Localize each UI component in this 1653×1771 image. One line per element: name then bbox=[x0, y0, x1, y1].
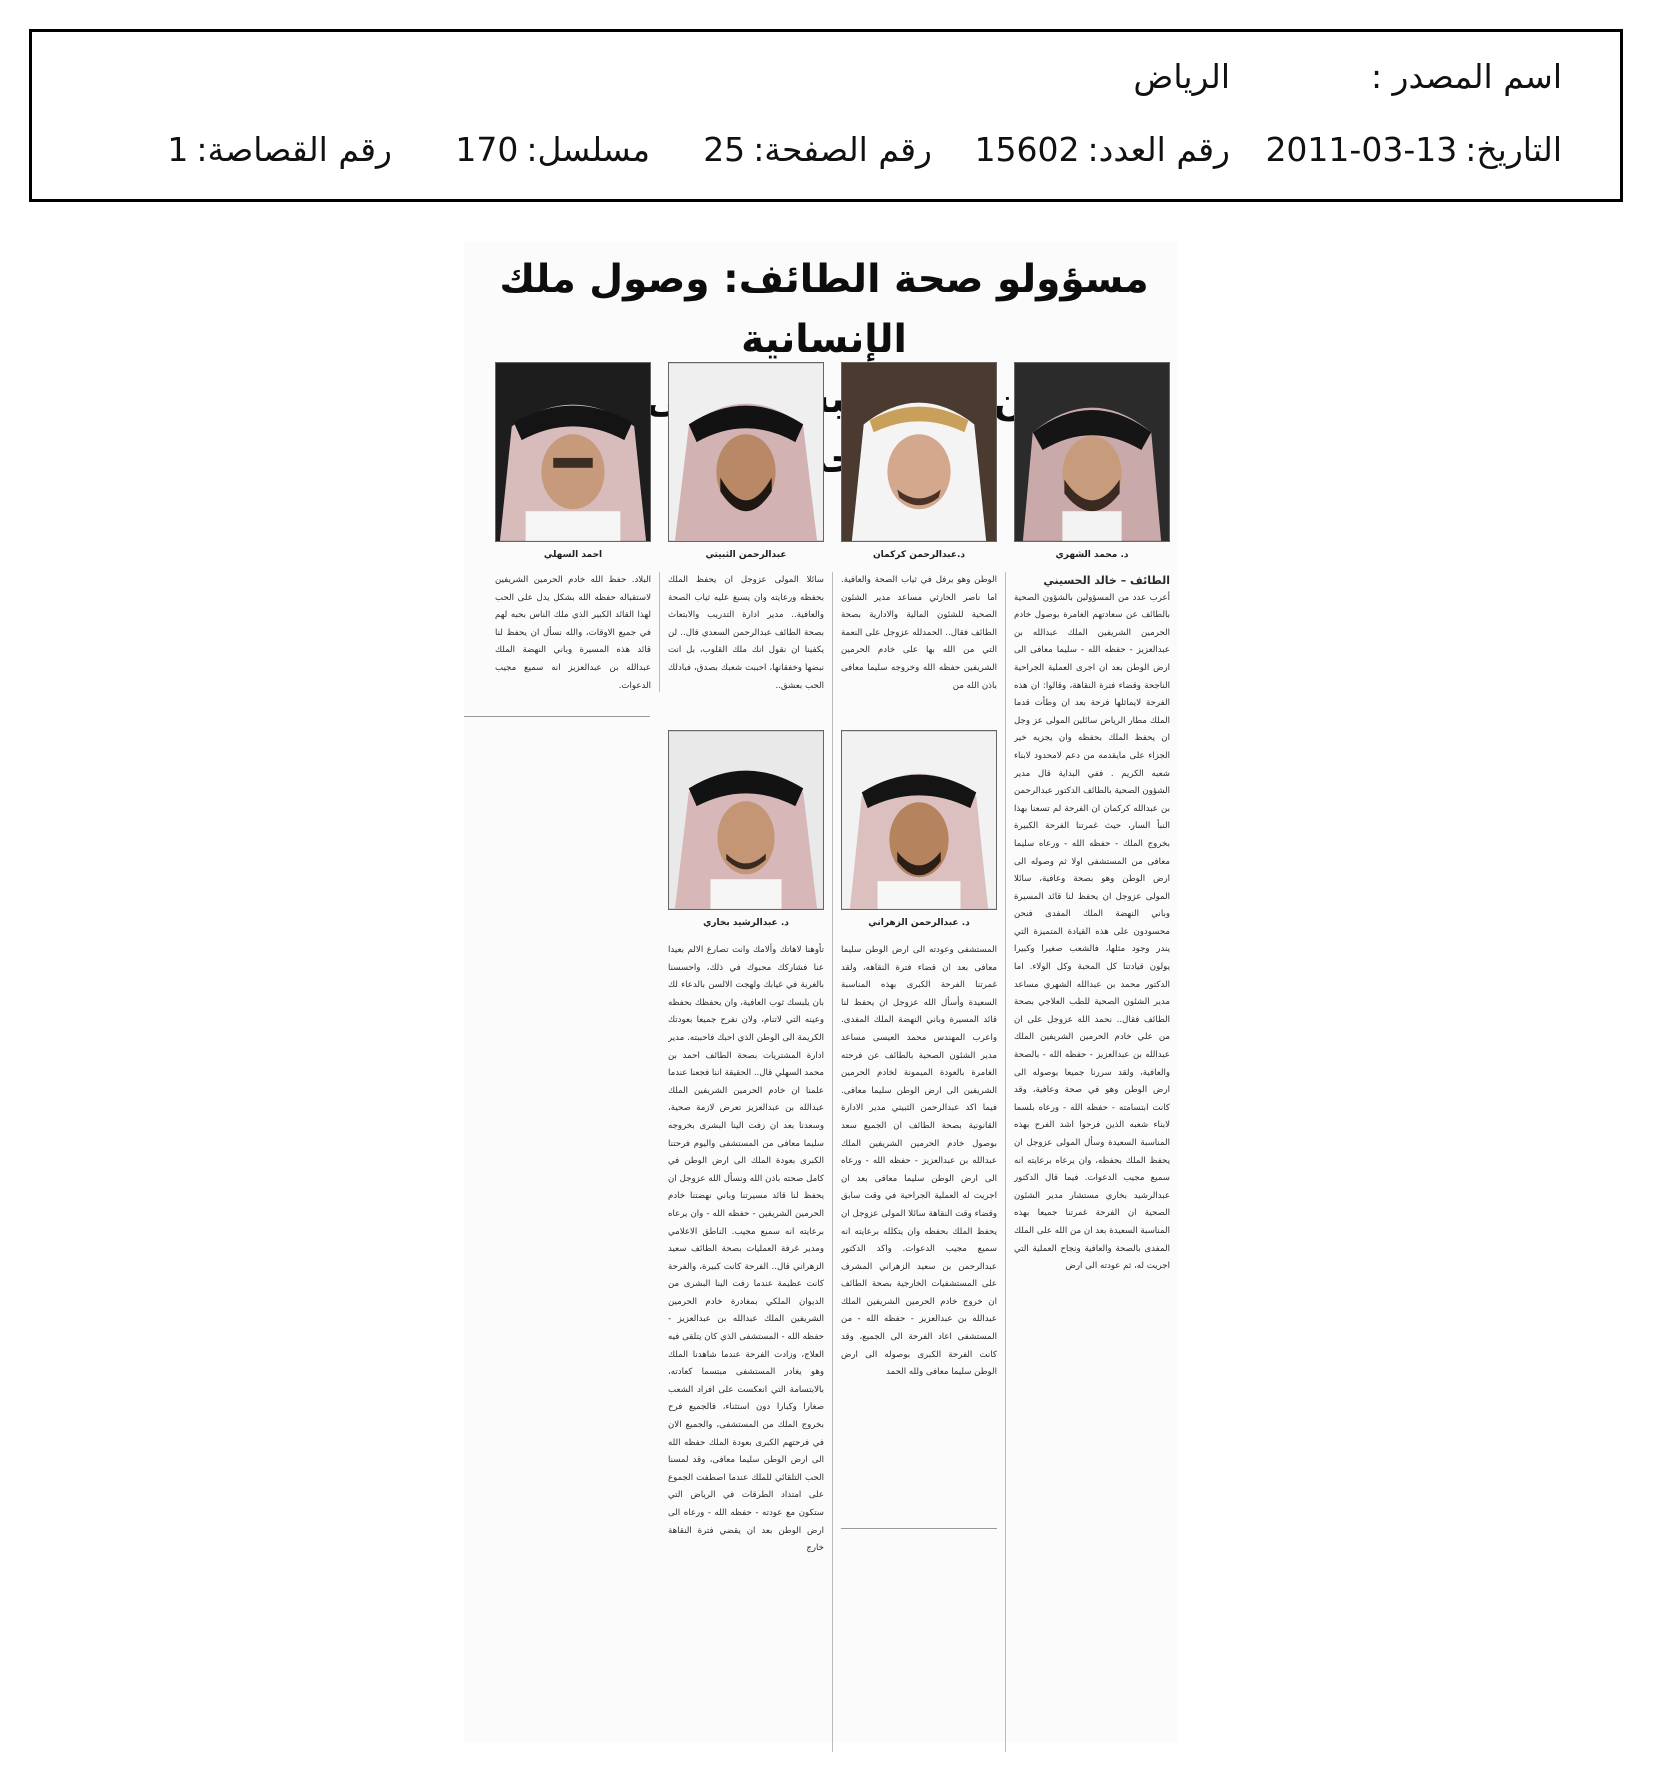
clipping-metadata-box bbox=[29, 29, 1623, 202]
column-rule-1 bbox=[1005, 572, 1006, 1752]
column-3-top-text: سائلا المولى عزوجل ان يحفظ الملك بحفظه ورعايته وان يسبغ عليه ثياب الصحة والعافية.. مدير ادارة التدريب والابتعاث بصحة الطائف عبدالرحمن السعدي قال.. لن يكفينا ان نقول انك ملك القلوب، بل انت نبضها وخفقانها، احببت شعبك بصدق، فبادلك الحب بعشق.. bbox=[668, 575, 824, 691]
date-label: التاريخ: bbox=[1465, 130, 1562, 169]
article-byline: الطائف – خالد الحسيني bbox=[1043, 574, 1170, 587]
issue-label: رقم العدد: bbox=[1087, 130, 1230, 169]
portrait-photo-thubaiti bbox=[668, 362, 824, 542]
column-end-rule bbox=[464, 716, 650, 717]
caption-bukhari: د. عبدالرشيد بخاري bbox=[703, 918, 789, 928]
portrait-photo-karkaman bbox=[841, 362, 997, 542]
caption-karkaman: د.عبدالرحمن كركمان bbox=[872, 550, 966, 560]
portrait-photo-shahri bbox=[1014, 362, 1170, 542]
article-column-2-bottom bbox=[841, 942, 997, 1522]
issue-field bbox=[974, 130, 1230, 169]
article-column-3-top bbox=[668, 572, 824, 714]
column-1-text: أعرب عدد من المسؤولين بالشؤون الصحية بالطائف عن سعادتهم الغامرة بوصول خادم الحرمين الشريفين الملك عبدالله بن عبدالعزيز - حفظه الله - سليما معافى الى ارض الوطن بعد ان اجرى العملية الجراحية الناجحة وقضاء فترة النقاهة، وقالوا: ان هذه الفرحة لايماثلها فرحة بعد ان وطأت قدما الملك مطار الرياض سائلين المولى عز وجل ان يحفظ الملك بحفظه وان يجزيه خير الجزاء على مايقدمه من دعم لامحدود لابناء شعبه الكريم . ففي البداية قال مدير الشؤون الصحية بالطائف الدكتور عبدالرحمن بن عبدالله كركمان ان الفرحة لم تسعنا بهذا النبأ السار، حيث غمرتنا الفرحة الكبيرة بخروج الملك - حفظه الله - ورعاه سليما معافى من المستشفى اولا ثم وصوله الى ارض الوطن وهو بصحة وعافية، سائلا المولى عزوجل ان يحفظ لنا قائد المسيرة وباني النهضة الملك المفدى فنحن محسودون على هذه القيادة المتميزة التي يندر وجود مثلها، فالشعب صغيرا وكبيرا يولون قيادتنا كل المحبة وكل الولاء. اما الدكتور محمد بن عبدالله الشهري مساعد مدير الشئون الصحية للطب العلاجي بصحة الطائف فقال.. نحمد الله عزوجل على ان من علي خادم الحرمين الشريفين الملك عبدالله بن عبدالعزيز - حفظه الله - بالصحة والعافية، ولقد سررنا جميعا بوصوله الى ارض الوطن وهو في صحة وعافية، وقد كانت ابتسامته - حفظه الله - ورعاه بلسما لابناء شعبه الذين فرحوا اشد الفرح بهذه المناسبة السعيدة وسأل المولى عزوجل ان يحفظ الملك بحفظه، وان يرعاه برعايته انه سميع مجيب الدعوات. فيما قال الدكتور عبدالرشيد بخاري مستشار مدير الشئون الصحية ان الفرحة غمرتنا جميعا بهذه المناسبة السعيدة بعد ان من الله على الملك المفدى بالصحة والعافية ونجاح العملية التي اجريت له، ثم عودته الى ارض bbox=[1014, 592, 1170, 1272]
source-label: اسم المصدر : bbox=[1370, 57, 1562, 96]
issue-value: 15602 bbox=[974, 130, 1080, 169]
headline-line-1: مسؤولو صحة الطائف: وصول ملك الإنسانية bbox=[499, 257, 1149, 362]
date-field bbox=[1265, 130, 1562, 169]
serial-label: مسلسل: bbox=[526, 130, 650, 169]
column-2-bottom-text: المستشفى وعودته الى ارض الوطن سليما معافى بعد ان قضاء فترة النقاهه، ولقد غمرتنا الفرحة الكبرى بهذه المناسبة السعيدة وأسأل الله عزوجل ان يحفظ لنا قائد المسيرة وباني النهضة الملك المفدى. واعرب المهندس محمد العيسى مساعد مدير الشئون الصحية بالطائف عن فرحته الغامرة بالعودة الميمونة لخادم الحرمين الشريفين الى ارض الوطن سليما معافى. فيما اكد عبدالرحمن الثبيتي مدير الادارة القانونية بصحة الطائف ان الجميع سعد بوصول خادم الحرمين الشريفين الملك عبدالله بن عبدالعزيز - حفظه الله - ورعاه الى ارض الوطن سليما معافى بعد ان اجريت له العملية الجراحية في وقت سابق وقضاء وقت النقاهة سائلا المولى عزوجل ان يحفظ الملك بحفظه وان يتكلله برعايته انه سميع مجيب الدعوات. واكد الدكتور عبدالرحمن بن سعيد الزهراني المشرف على المستشفيات الخارجية بصحة الطائف ان خروج خادم الحرمين الشريفين الملك عبدالله بن عبدالعزيز - حفظه الله - من المستشفى اعاد الفرحة الى الجميع، وقد كانت الفرحة الكبرى بوصوله الى ارض الوطن سليما معافى ولله الحمد bbox=[841, 945, 997, 1378]
serial-value: 170 bbox=[455, 130, 519, 169]
column-2-top-text: الوطن وهو يرفل في ثياب الصحة والعافية. اما ناصر الحارثي مساعد مدير الشئون الصحية للشئون المالية والادارية بصحة الطائف فقال.. الحمدلله عزوجل على النعمة التي من الله بها على خادم الحرمين الشريفين حفظه الله وخروجه سليما معافى باذن الله من bbox=[841, 575, 997, 691]
page-value: 25 bbox=[703, 130, 746, 169]
portrait-photo-zahrani bbox=[841, 730, 997, 910]
caption-thubaiti: عبدالرحمن الثبيتي bbox=[705, 550, 787, 560]
newspaper-clipping bbox=[464, 242, 1178, 1742]
clip-field bbox=[167, 130, 392, 169]
article-column-3-bottom bbox=[668, 942, 824, 1734]
clip-label: رقم القصاصة: bbox=[196, 130, 392, 169]
column-2-end-rule bbox=[841, 1528, 997, 1529]
page-label: رقم الصفحة: bbox=[753, 130, 932, 169]
portrait-photo-sahli bbox=[495, 362, 651, 542]
page-field bbox=[703, 130, 932, 169]
caption-zahrani: د. عبدالرحمن الزهراني bbox=[868, 918, 970, 928]
date-value: 2011-03-13 bbox=[1265, 130, 1458, 169]
article-column-4 bbox=[495, 572, 651, 714]
caption-shahri: د. محمد الشهري bbox=[1055, 550, 1129, 560]
article-column-1 bbox=[1014, 572, 1170, 1512]
serial-field bbox=[455, 130, 650, 169]
clip-value: 1 bbox=[167, 130, 189, 169]
column-rule-2 bbox=[832, 572, 833, 1752]
caption-sahli: احمد السهلي bbox=[543, 550, 603, 560]
column-4-text: البلاد. حفظ الله خادم الحرمين الشريفين لاستقباله حفظه الله بشكل يدل على الحب لهذا القائد الكبير الذي ملك الناس بحبه لهم في جميع الاوقات، والله نسأل ان يحفظ لنا قائد هذه المسيرة وباني النهضة الملك عبدالله بن عبدالعزيز انه سميع مجيب الدعوات. bbox=[495, 575, 651, 691]
source-value: الرياض bbox=[1133, 57, 1230, 96]
article-column-2-top bbox=[841, 572, 997, 714]
column-rule-3 bbox=[659, 572, 660, 692]
portrait-photo-bukhari bbox=[668, 730, 824, 910]
column-3-bottom-text: تأوهنا لاهاتك وألامك وانت تصارع الالم بعيدا عنا فشاركك محبوك في ذلك، واحسسنا بالغربة في غيابك ولهجت الالسن بالدعاء لك بان يلبسك ثوب العافية، وان يحفظك بحفظه وعينه التي لاتنام، ولان نفرح جميعا بعودتك الكريمة الى الوطن الذي احبك فاحببته. مدير ادارة المشتريات بصحة الطائف احمد بن محمد السهلي قال.. الحقيقة اننا فجعنا عندما علمنا ان خادم الحرمين الشريفين الملك عبدالله بن عبدالعزيز تعرض لازمة صحية، وسعدنا بعد ان زفت الينا البشرى بخروجه سليما معافى من المستشفى واليوم فرحتنا الكبرى بعودة الملك الى ارض الوطن في كامل صحته باذن الله ونسأل الله عزوجل ان يحفظ لنا قائد مسيرتنا وباني نهضتنا خادم الحرمين الشريفين - حفظه الله - وان يرعاه برعايته انه سميع مجيب. الناطق الاعلامي ومدير غرفة العمليات بصحة الطائف سعيد الزهراني قال.. الفرحة كانت كبيرة، والفرحة كانت عظيمة عندما زفت الينا البشرى من الديوان الملكي بمغادرة خادم الحرمين الشريفين الملك عبدالله بن عبدالعزيز - حفظه الله - المستشفى الذي كان يتلقى فيه العلاج، وزادت الفرحة عندما شاهدنا الملك وهو يغادر المستشفى مبتسما كعادته، بالابتسامة التي انعكست على افراد الشعب صغارا وكبارا دون استثناء، فالجميع فرح بخروج الملك من المستشفى، والجميع الان في فرحتهم الكبرى بعودة الملك حفظه الله الى ارض الوطن سليما معافى، وقد لمسنا الحب التلقائي للملك عندما اصطفت الجموع على امتداد الطرقات في الرياض التي ستكون مع عودته - حفظه الله - ورعاه الى ارض الوطن بعد ان يقضي فترة النقاهة خارج bbox=[668, 945, 824, 1554]
